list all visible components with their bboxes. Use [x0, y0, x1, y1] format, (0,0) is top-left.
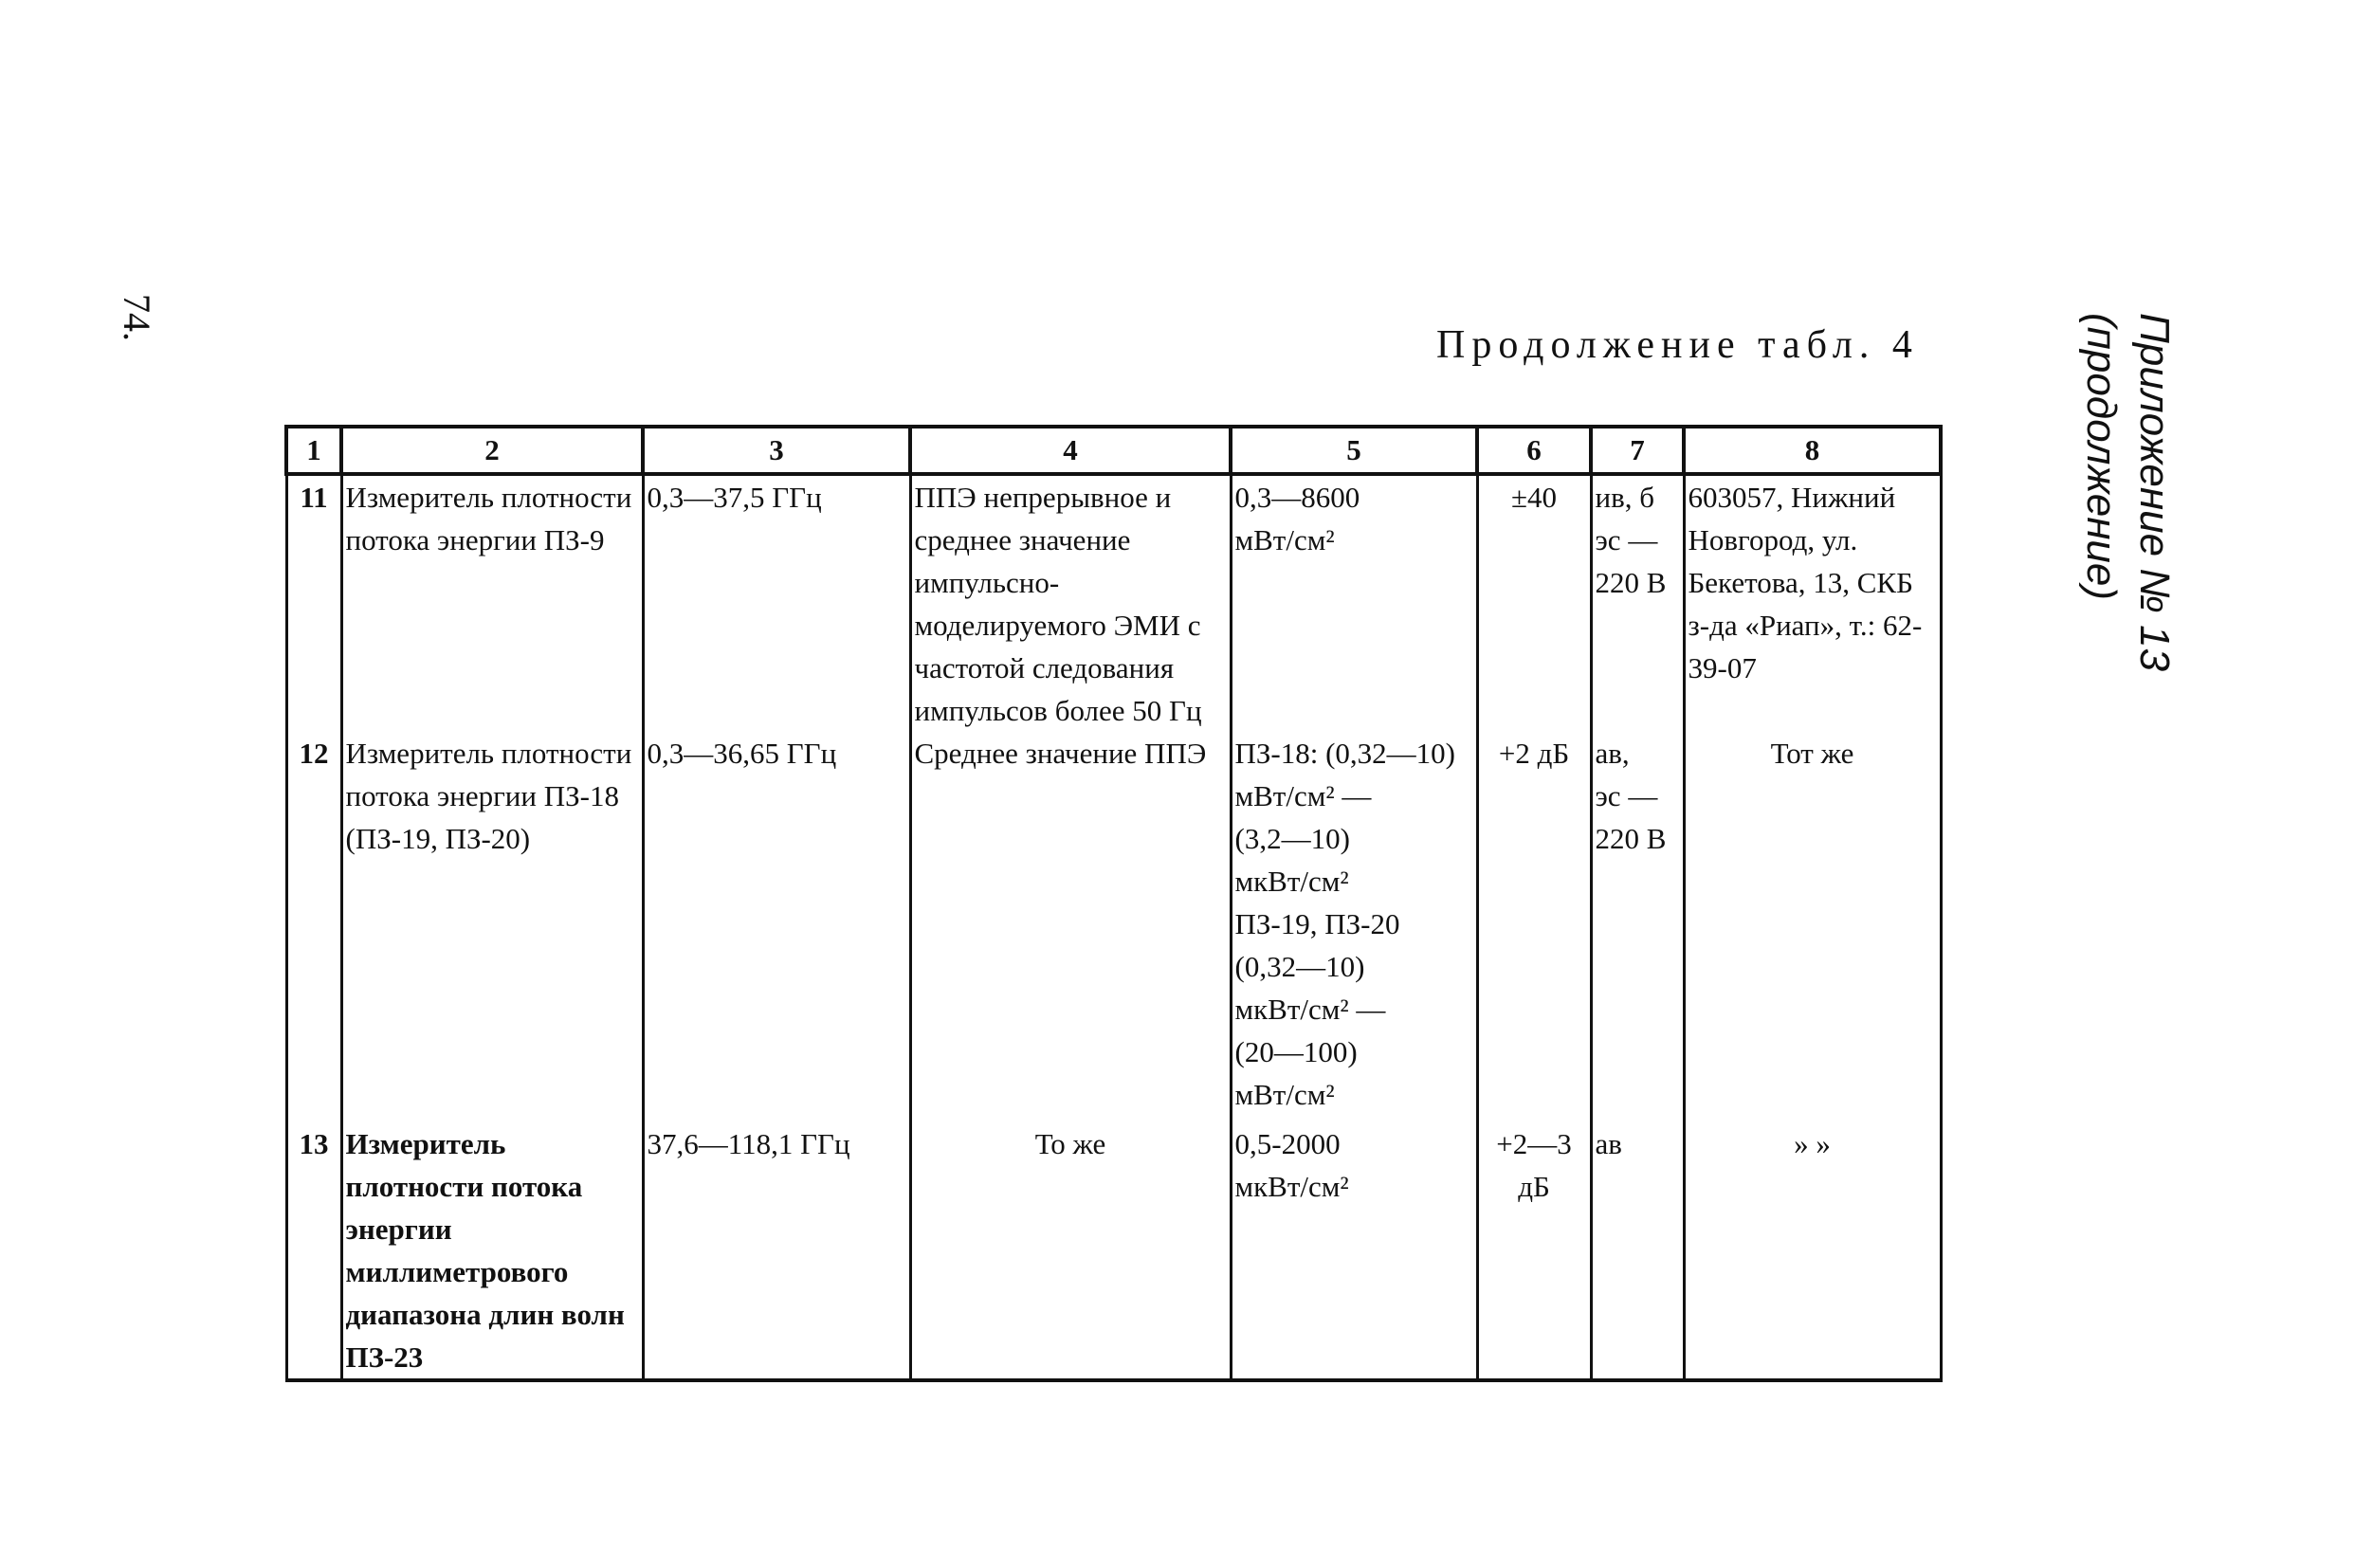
power-line: ав: [1595, 1127, 1622, 1160]
instrument-name: Измеритель плотности потока энергии ПЗ-9: [341, 474, 643, 732]
limits-line: мкВт/см² —: [1234, 993, 1386, 1026]
measurement-limits: [1231, 1122, 1477, 1380]
limits-line: ПЗ-18: (0,32—10): [1234, 737, 1455, 770]
frequency-range: 0,3—37,5 ГГц: [643, 474, 910, 732]
manufacturer-address: Тот же: [1684, 732, 1941, 1122]
measured-quantity: ППЭ непрерывное и среднее значение импульсно-моделируемого ЭМИ с частотой следования импульсов более 50 Гц: [910, 474, 1231, 732]
limits-line: 0,5-2000: [1234, 1127, 1341, 1160]
limits-line: мкВт/см²: [1234, 865, 1349, 898]
header-cell-5: 5: [1231, 427, 1477, 474]
power-line: 220 В: [1595, 566, 1667, 599]
limits-line: (20—100): [1234, 1035, 1358, 1068]
error-value: ±40: [1477, 474, 1591, 732]
header-cell-3: 3: [643, 427, 910, 474]
power-line: эс —: [1595, 779, 1658, 812]
row-number: 13: [286, 1122, 341, 1380]
page-number: 74.: [116, 294, 158, 341]
manufacturer-address: » »: [1684, 1122, 1941, 1380]
row-number: 12: [286, 732, 341, 1122]
table-continuation-label: Продолжение табл. 4: [1436, 323, 1919, 367]
frequency-range: 37,6—118,1 ГГц: [643, 1122, 910, 1380]
header-cell-4: 4: [910, 427, 1231, 474]
header-cell-7: 7: [1591, 427, 1684, 474]
limits-line: мВт/см² —: [1234, 779, 1372, 812]
measurement-limits: [1231, 474, 1477, 732]
appendix-subtitle: (продолжение): [2078, 313, 2125, 600]
limits-line: мВт/см²: [1234, 523, 1335, 556]
limits-line: мВт/см²: [1234, 1078, 1335, 1111]
power-line: ив, б: [1595, 481, 1654, 514]
header-cell-8: 8: [1684, 427, 1941, 474]
limits-line: ПЗ-19, ПЗ-20: [1234, 907, 1400, 940]
header-cell-6: 6: [1477, 427, 1591, 474]
instrument-name: Измеритель плотности потока энергии миллиметрового диапазона длин волн ПЗ-23: [341, 1122, 643, 1380]
limits-line: (0,32—10): [1234, 950, 1365, 983]
instruments-table: [284, 425, 1943, 1382]
error-value: +2—3 дБ: [1477, 1122, 1591, 1380]
power-supply: [1591, 474, 1684, 732]
appendix-title: Приложение № 13: [2131, 313, 2178, 672]
frequency-range: 0,3—36,65 ГГц: [643, 732, 910, 1122]
header-cell-1: 1: [286, 427, 341, 474]
limits-line: (3,2—10): [1234, 822, 1350, 855]
table-row: [286, 732, 1941, 1122]
power-line: 220 В: [1595, 822, 1667, 855]
manufacturer-address: 603057, Нижний Новгород, ул. Бекетова, 13, СКБ з-да «Риап», т.: 62-39-07: [1684, 474, 1941, 732]
measured-quantity: То же: [910, 1122, 1231, 1380]
instrument-name: Измеритель плотности потока энергии ПЗ-18 (ПЗ-19, ПЗ-20): [341, 732, 643, 1122]
measurement-limits: [1231, 732, 1477, 1122]
error-value: +2 дБ: [1477, 732, 1591, 1122]
power-line: эс —: [1595, 523, 1658, 556]
table-row: [286, 474, 1941, 732]
power-supply: [1591, 732, 1684, 1122]
appendix-label: [2074, 313, 2181, 844]
header-cell-2: 2: [341, 427, 643, 474]
table-header-row: [286, 427, 1941, 474]
limits-line: 0,3—8600: [1234, 481, 1360, 514]
measured-quantity: Среднее значение ППЭ: [910, 732, 1231, 1122]
row-number: 11: [286, 474, 341, 732]
table-row: [286, 1122, 1941, 1380]
limits-line: мкВт/см²: [1234, 1170, 1349, 1203]
power-supply: [1591, 1122, 1684, 1380]
power-line: ав,: [1595, 737, 1630, 770]
